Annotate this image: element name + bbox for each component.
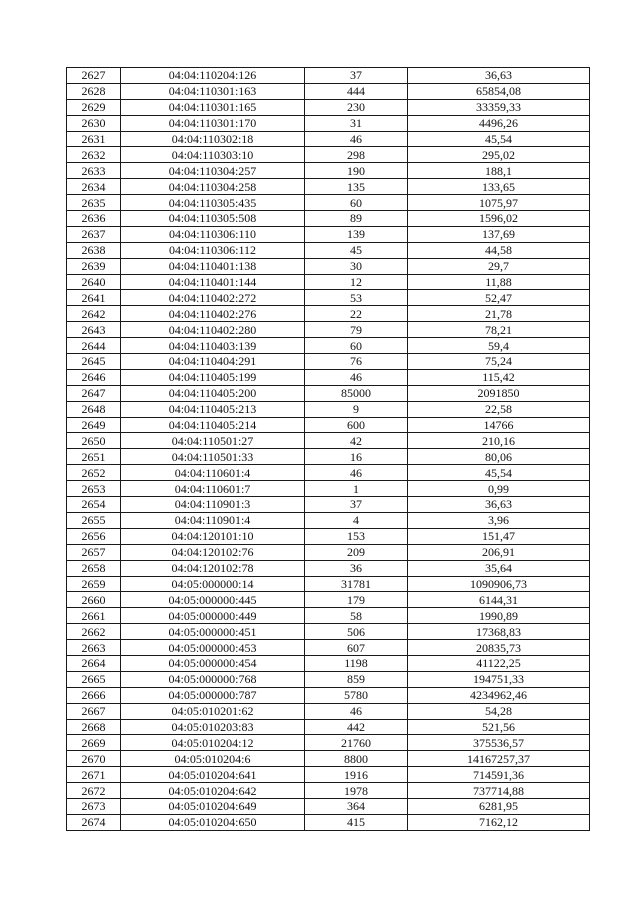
table-row — [67, 433, 590, 449]
table-row — [67, 211, 590, 227]
value-cell: 151,47 — [408, 528, 590, 544]
quantity-cell: 190 — [305, 163, 408, 179]
table-row — [67, 179, 590, 195]
quantity-cell: 506 — [305, 624, 408, 640]
cadastral-number-cell: 04:04:110901:4 — [121, 512, 305, 528]
row-number-cell: 2637 — [67, 226, 121, 242]
row-number-cell: 2631 — [67, 131, 121, 147]
cadastral-number-cell: 04:04:110405:213 — [121, 401, 305, 417]
value-cell: 65854,08 — [408, 83, 590, 99]
cadastral-number-cell: 04:04:120102:78 — [121, 560, 305, 576]
value-cell: 20835,73 — [408, 640, 590, 656]
value-cell: 80,06 — [408, 449, 590, 465]
row-number-cell: 2663 — [67, 640, 121, 656]
cadastral-number-cell: 04:04:110302:18 — [121, 131, 305, 147]
value-cell: 21,78 — [408, 306, 590, 322]
table-row — [67, 719, 590, 735]
cadastral-number-cell: 04:05:010204:650 — [121, 814, 305, 830]
table-row — [67, 528, 590, 544]
table-row — [67, 703, 590, 719]
quantity-cell: 60 — [305, 195, 408, 211]
row-number-cell: 2643 — [67, 322, 121, 338]
value-cell: 4234962,46 — [408, 687, 590, 703]
table-row — [67, 274, 590, 290]
cadastral-number-cell: 04:04:110402:276 — [121, 306, 305, 322]
quantity-cell: 58 — [305, 608, 408, 624]
row-number-cell: 2648 — [67, 401, 121, 417]
cadastral-number-cell: 04:04:110901:3 — [121, 497, 305, 513]
quantity-cell: 179 — [305, 592, 408, 608]
table-row — [67, 115, 590, 131]
value-cell: 133,65 — [408, 179, 590, 195]
cadastral-number-cell: 04:04:110306:112 — [121, 242, 305, 258]
quantity-cell: 76 — [305, 354, 408, 370]
quantity-cell: 45 — [305, 242, 408, 258]
row-number-cell: 2649 — [67, 417, 121, 433]
table-row — [67, 163, 590, 179]
cadastral-number-cell: 04:04:110304:257 — [121, 163, 305, 179]
value-cell: 115,42 — [408, 369, 590, 385]
table-row — [67, 751, 590, 767]
quantity-cell: 46 — [305, 369, 408, 385]
value-cell: 1990,89 — [408, 608, 590, 624]
row-number-cell: 2667 — [67, 703, 121, 719]
row-number-cell: 2641 — [67, 290, 121, 306]
cadastral-number-cell: 04:04:110304:258 — [121, 179, 305, 195]
cadastral-number-cell: 04:04:110303:10 — [121, 147, 305, 163]
table-row — [67, 449, 590, 465]
table-row — [67, 83, 590, 99]
cadastral-number-cell: 04:04:110305:435 — [121, 195, 305, 211]
cadastral-number-cell: 04:04:110405:214 — [121, 417, 305, 433]
table-row — [67, 767, 590, 783]
cadastral-number-cell: 04:05:010204:649 — [121, 798, 305, 814]
cadastral-number-cell: 04:04:110204:126 — [121, 68, 305, 84]
cadastral-number-cell: 04:04:110401:144 — [121, 274, 305, 290]
value-cell: 7162,12 — [408, 814, 590, 830]
row-number-cell: 2656 — [67, 528, 121, 544]
value-cell: 11,88 — [408, 274, 590, 290]
quantity-cell: 89 — [305, 211, 408, 227]
value-cell: 44,58 — [408, 242, 590, 258]
cadastral-number-cell: 04:05:000000:451 — [121, 624, 305, 640]
cadastral-number-cell: 04:04:110501:27 — [121, 433, 305, 449]
quantity-cell: 46 — [305, 131, 408, 147]
value-cell: 194751,33 — [408, 671, 590, 687]
quantity-cell: 30 — [305, 258, 408, 274]
row-number-cell: 2632 — [67, 147, 121, 163]
cadastral-number-cell: 04:04:110401:138 — [121, 258, 305, 274]
row-number-cell: 2653 — [67, 481, 121, 497]
row-number-cell: 2659 — [67, 576, 121, 592]
value-cell: 2091850 — [408, 385, 590, 401]
table-row — [67, 290, 590, 306]
row-number-cell: 2646 — [67, 369, 121, 385]
row-number-cell: 2652 — [67, 465, 121, 481]
row-number-cell: 2634 — [67, 179, 121, 195]
value-cell: 45,54 — [408, 131, 590, 147]
table-row — [67, 242, 590, 258]
cadastral-number-cell: 04:05:000000:449 — [121, 608, 305, 624]
quantity-cell: 31 — [305, 115, 408, 131]
table-row — [67, 798, 590, 814]
cadastral-number-cell: 04:05:000000:453 — [121, 640, 305, 656]
value-cell: 29,7 — [408, 258, 590, 274]
value-cell: 737714,88 — [408, 783, 590, 799]
quantity-cell: 16 — [305, 449, 408, 465]
quantity-cell: 37 — [305, 497, 408, 513]
value-cell: 1596,02 — [408, 211, 590, 227]
cadastral-number-cell: 04:05:000000:768 — [121, 671, 305, 687]
value-cell: 75,24 — [408, 354, 590, 370]
cadastral-number-cell: 04:05:000000:14 — [121, 576, 305, 592]
table-row — [67, 354, 590, 370]
row-number-cell: 2651 — [67, 449, 121, 465]
table-row — [67, 576, 590, 592]
value-cell: 521,56 — [408, 719, 590, 735]
value-cell: 78,21 — [408, 322, 590, 338]
row-number-cell: 2665 — [67, 671, 121, 687]
quantity-cell: 31781 — [305, 576, 408, 592]
value-cell: 1075,97 — [408, 195, 590, 211]
cadastral-number-cell: 04:04:110405:200 — [121, 385, 305, 401]
value-cell: 3,96 — [408, 512, 590, 528]
quantity-cell: 9 — [305, 401, 408, 417]
table-row — [67, 814, 590, 830]
value-cell: 36,63 — [408, 68, 590, 84]
table-row — [67, 369, 590, 385]
quantity-cell: 298 — [305, 147, 408, 163]
row-number-cell: 2673 — [67, 798, 121, 814]
value-cell: 35,64 — [408, 560, 590, 576]
row-number-cell: 2644 — [67, 338, 121, 354]
cadastral-number-cell: 04:04:110306:110 — [121, 226, 305, 242]
value-cell: 59,4 — [408, 338, 590, 354]
value-cell: 6281,95 — [408, 798, 590, 814]
table-row — [67, 417, 590, 433]
cadastral-number-cell: 04:04:110402:272 — [121, 290, 305, 306]
value-cell: 33359,33 — [408, 99, 590, 115]
table-row — [67, 306, 590, 322]
quantity-cell: 22 — [305, 306, 408, 322]
row-number-cell: 2635 — [67, 195, 121, 211]
row-number-cell: 2639 — [67, 258, 121, 274]
quantity-cell: 4 — [305, 512, 408, 528]
row-number-cell: 2647 — [67, 385, 121, 401]
quantity-cell: 135 — [305, 179, 408, 195]
value-cell: 295,02 — [408, 147, 590, 163]
quantity-cell: 8800 — [305, 751, 408, 767]
table-row — [67, 385, 590, 401]
row-number-cell: 2636 — [67, 211, 121, 227]
quantity-cell: 79 — [305, 322, 408, 338]
table-row — [67, 322, 590, 338]
value-cell: 14167257,37 — [408, 751, 590, 767]
table-row — [67, 195, 590, 211]
value-cell: 1090906,73 — [408, 576, 590, 592]
quantity-cell: 37 — [305, 68, 408, 84]
row-number-cell: 2672 — [67, 783, 121, 799]
value-cell: 714591,36 — [408, 767, 590, 783]
row-number-cell: 2657 — [67, 544, 121, 560]
cadastral-number-cell: 04:04:120101:10 — [121, 528, 305, 544]
table-body — [67, 68, 590, 831]
row-number-cell: 2638 — [67, 242, 121, 258]
value-cell: 4496,26 — [408, 115, 590, 131]
quantity-cell: 444 — [305, 83, 408, 99]
row-number-cell: 2629 — [67, 99, 121, 115]
table-row — [67, 481, 590, 497]
cadastral-number-cell: 04:05:000000:787 — [121, 687, 305, 703]
table-row — [67, 735, 590, 751]
cadastral-number-cell: 04:05:010201:62 — [121, 703, 305, 719]
table-row — [67, 655, 590, 671]
quantity-cell: 60 — [305, 338, 408, 354]
row-number-cell: 2627 — [67, 68, 121, 84]
row-number-cell: 2660 — [67, 592, 121, 608]
quantity-cell: 46 — [305, 703, 408, 719]
cadastral-number-cell: 04:05:010204:12 — [121, 735, 305, 751]
cadastral-number-cell: 04:05:010203:83 — [121, 719, 305, 735]
quantity-cell: 36 — [305, 560, 408, 576]
quantity-cell: 5780 — [305, 687, 408, 703]
table-row — [67, 544, 590, 560]
cadastral-number-cell: 04:04:110403:139 — [121, 338, 305, 354]
table-row — [67, 687, 590, 703]
quantity-cell: 607 — [305, 640, 408, 656]
table-row — [67, 338, 590, 354]
table-row — [67, 147, 590, 163]
table-row — [67, 671, 590, 687]
table-row — [67, 608, 590, 624]
table-row — [67, 465, 590, 481]
value-cell: 52,47 — [408, 290, 590, 306]
table-row — [67, 497, 590, 513]
row-number-cell: 2674 — [67, 814, 121, 830]
quantity-cell: 1916 — [305, 767, 408, 783]
value-cell: 14766 — [408, 417, 590, 433]
quantity-cell: 600 — [305, 417, 408, 433]
row-number-cell: 2630 — [67, 115, 121, 131]
quantity-cell: 46 — [305, 465, 408, 481]
value-cell: 188,1 — [408, 163, 590, 179]
row-number-cell: 2661 — [67, 608, 121, 624]
cadastral-number-cell: 04:05:000000:454 — [121, 655, 305, 671]
cadastral-number-cell: 04:05:010204:642 — [121, 783, 305, 799]
cadastral-number-cell: 04:04:110405:199 — [121, 369, 305, 385]
cadastral-number-cell: 04:05:000000:445 — [121, 592, 305, 608]
cadastral-number-cell: 04:04:120102:76 — [121, 544, 305, 560]
table-row — [67, 560, 590, 576]
row-number-cell: 2642 — [67, 306, 121, 322]
row-number-cell: 2671 — [67, 767, 121, 783]
cadastral-number-cell: 04:05:010204:641 — [121, 767, 305, 783]
row-number-cell: 2628 — [67, 83, 121, 99]
value-cell: 137,69 — [408, 226, 590, 242]
cadastral-number-cell: 04:04:110301:170 — [121, 115, 305, 131]
table-row — [67, 401, 590, 417]
row-number-cell: 2662 — [67, 624, 121, 640]
quantity-cell: 85000 — [305, 385, 408, 401]
quantity-cell: 415 — [305, 814, 408, 830]
cadastral-number-cell: 04:04:110305:508 — [121, 211, 305, 227]
quantity-cell: 1978 — [305, 783, 408, 799]
row-number-cell: 2669 — [67, 735, 121, 751]
cadastral-number-cell: 04:04:110301:165 — [121, 99, 305, 115]
cadastral-number-cell: 04:04:110601:4 — [121, 465, 305, 481]
cadastral-number-cell: 04:04:110402:280 — [121, 322, 305, 338]
quantity-cell: 1198 — [305, 655, 408, 671]
table-row — [67, 131, 590, 147]
value-cell: 36,63 — [408, 497, 590, 513]
quantity-cell: 42 — [305, 433, 408, 449]
value-cell: 41122,25 — [408, 655, 590, 671]
quantity-cell: 53 — [305, 290, 408, 306]
table-row — [67, 783, 590, 799]
cadastral-number-cell: 04:04:110501:33 — [121, 449, 305, 465]
table-row — [67, 99, 590, 115]
value-cell: 45,54 — [408, 465, 590, 481]
value-cell: 375536,57 — [408, 735, 590, 751]
row-number-cell: 2668 — [67, 719, 121, 735]
row-number-cell: 2633 — [67, 163, 121, 179]
quantity-cell: 21760 — [305, 735, 408, 751]
value-cell: 6144,31 — [408, 592, 590, 608]
value-cell: 17368,83 — [408, 624, 590, 640]
cadastral-number-cell: 04:04:110601:7 — [121, 481, 305, 497]
table-row — [67, 640, 590, 656]
value-cell: 22,58 — [408, 401, 590, 417]
quantity-cell: 139 — [305, 226, 408, 242]
cadastral-number-cell: 04:04:110404:291 — [121, 354, 305, 370]
row-number-cell: 2654 — [67, 497, 121, 513]
table-row — [67, 258, 590, 274]
quantity-cell: 209 — [305, 544, 408, 560]
quantity-cell: 442 — [305, 719, 408, 735]
row-number-cell: 2645 — [67, 354, 121, 370]
parcel-table — [66, 67, 590, 831]
value-cell: 54,28 — [408, 703, 590, 719]
value-cell: 0,99 — [408, 481, 590, 497]
row-number-cell: 2640 — [67, 274, 121, 290]
quantity-cell: 364 — [305, 798, 408, 814]
cadastral-number-cell: 04:05:010204:6 — [121, 751, 305, 767]
table-row — [67, 226, 590, 242]
quantity-cell: 859 — [305, 671, 408, 687]
quantity-cell: 1 — [305, 481, 408, 497]
row-number-cell: 2658 — [67, 560, 121, 576]
quantity-cell: 153 — [305, 528, 408, 544]
table-row — [67, 68, 590, 84]
value-cell: 210,16 — [408, 433, 590, 449]
table-row — [67, 624, 590, 640]
row-number-cell: 2666 — [67, 687, 121, 703]
table-row — [67, 592, 590, 608]
cadastral-number-cell: 04:04:110301:163 — [121, 83, 305, 99]
value-cell: 206,91 — [408, 544, 590, 560]
quantity-cell: 12 — [305, 274, 408, 290]
row-number-cell: 2655 — [67, 512, 121, 528]
row-number-cell: 2670 — [67, 751, 121, 767]
row-number-cell: 2664 — [67, 655, 121, 671]
table-row — [67, 512, 590, 528]
quantity-cell: 230 — [305, 99, 408, 115]
row-number-cell: 2650 — [67, 433, 121, 449]
